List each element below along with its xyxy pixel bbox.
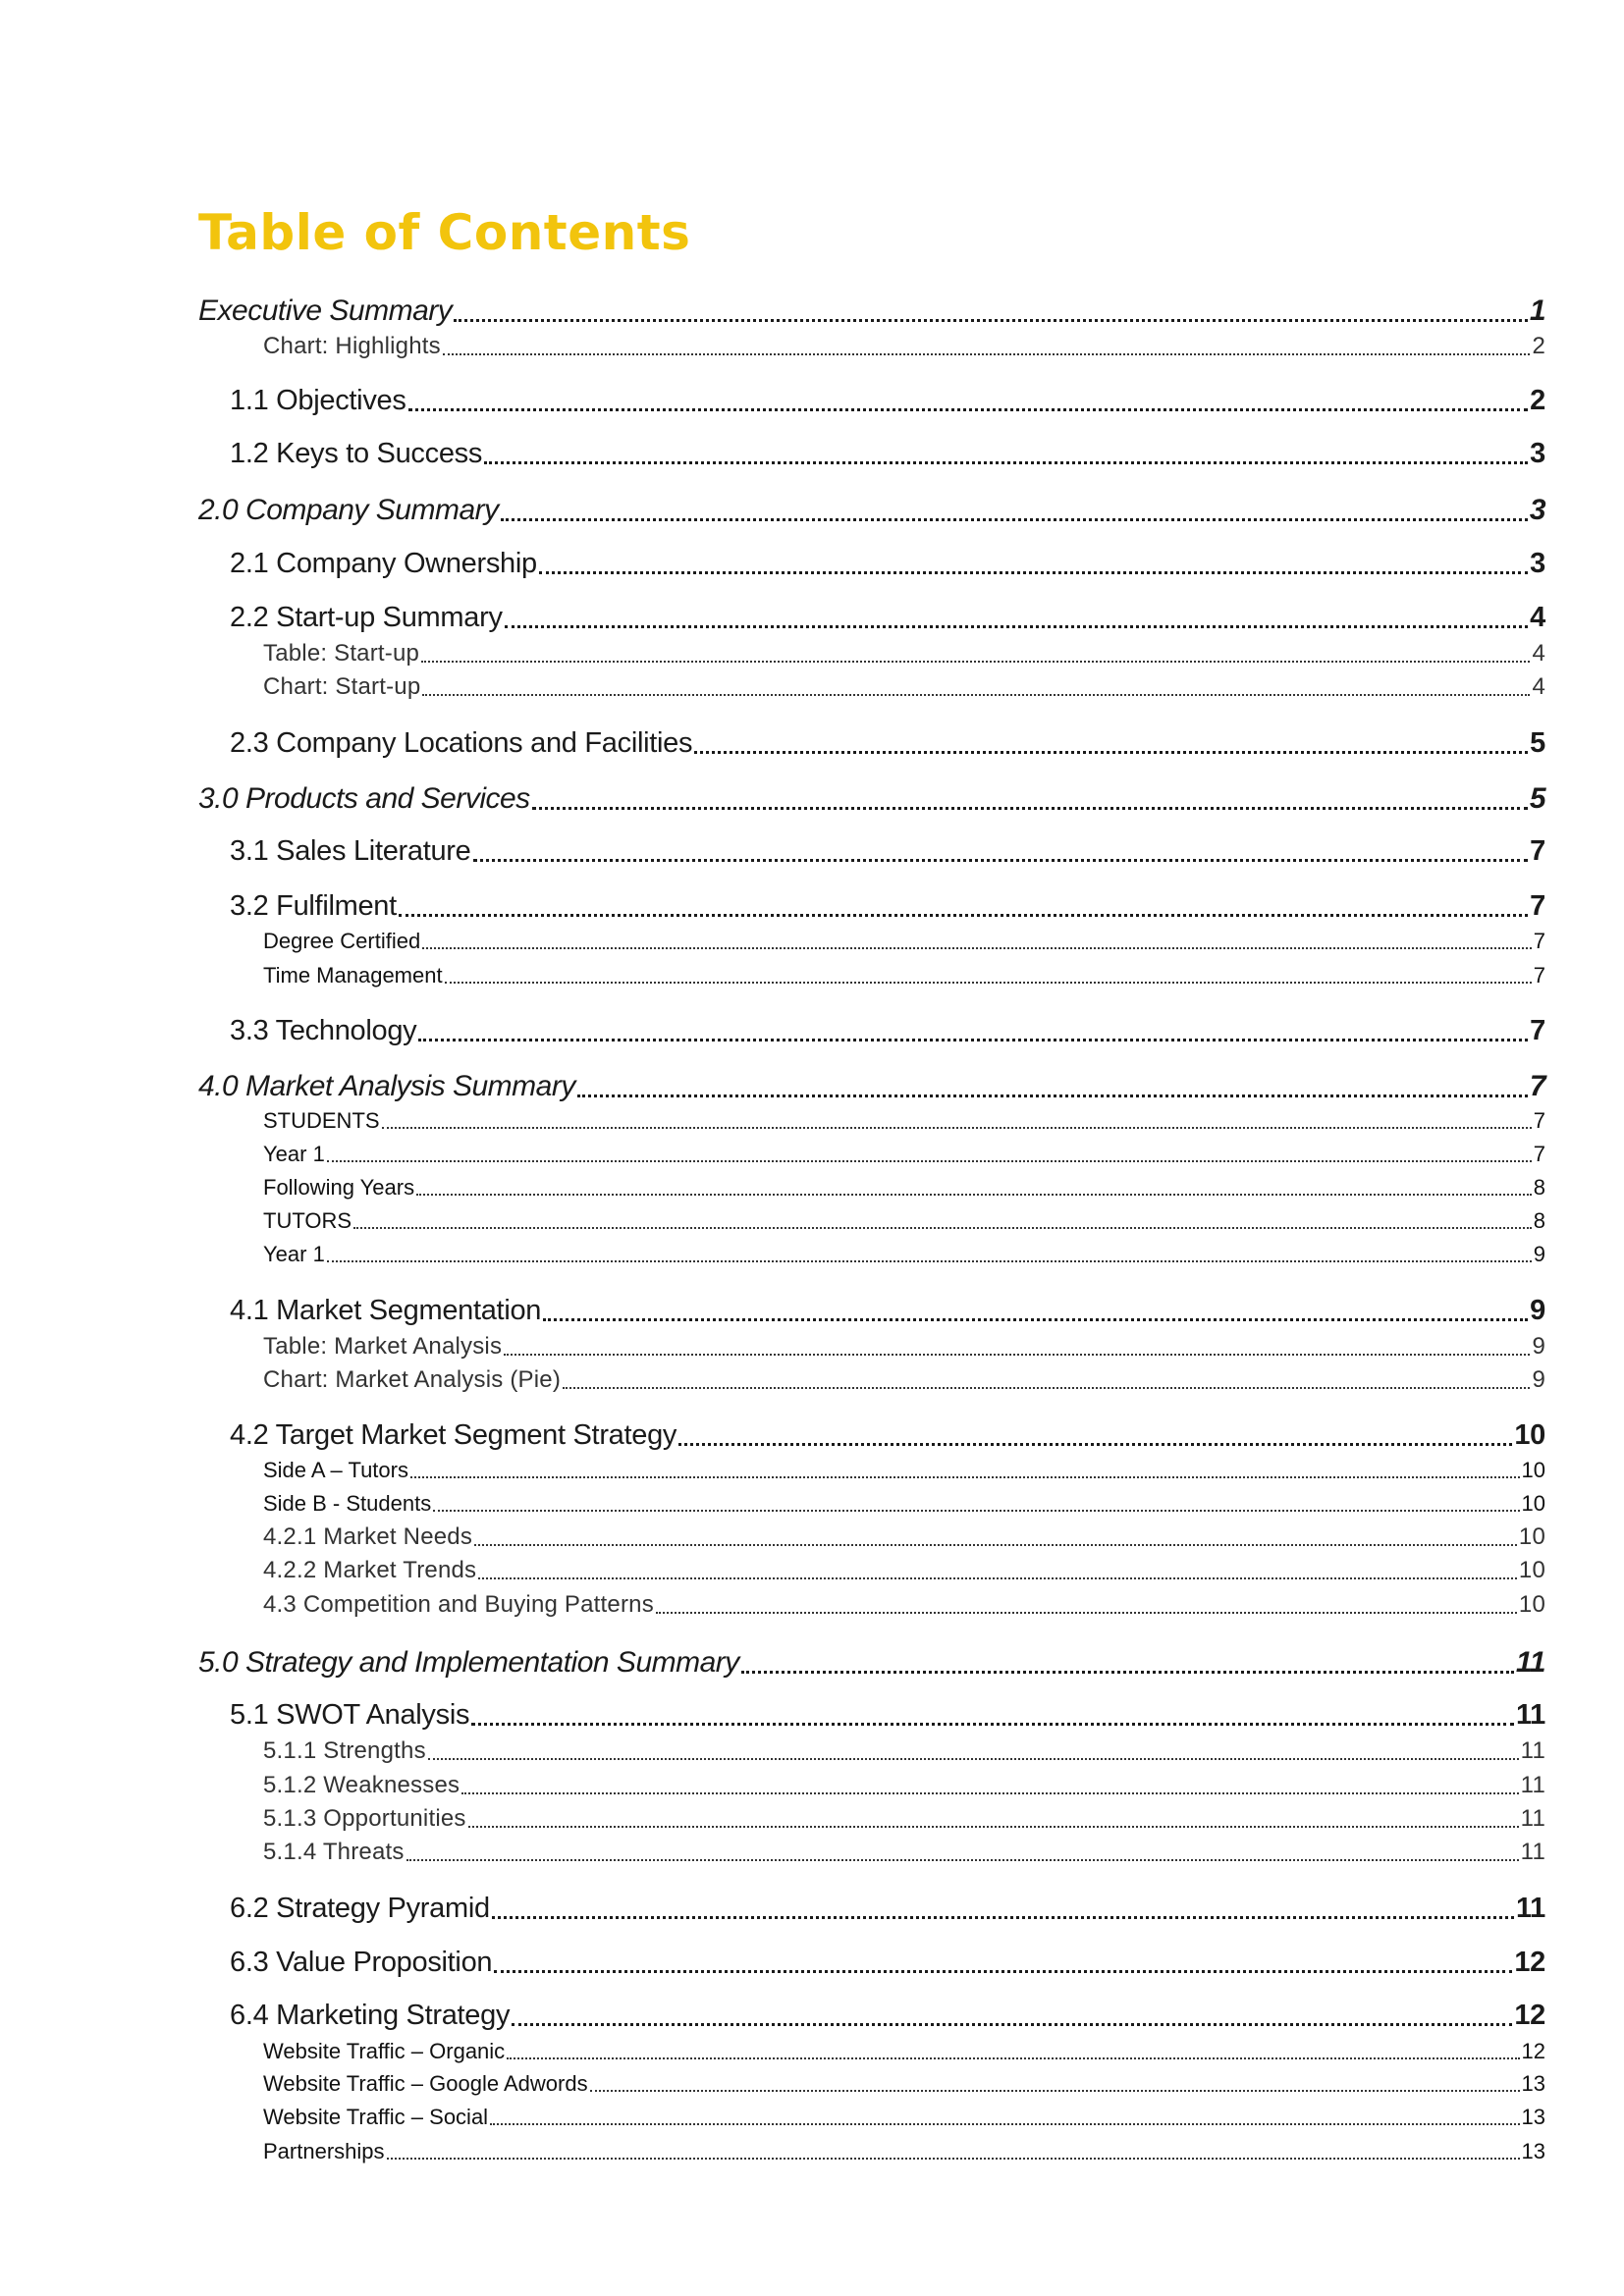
toc-entry[interactable] [263,2139,1545,2164]
toc-page-number: 13 [1521,2071,1545,2096]
toc-entry-label: Side B - Students [263,1491,432,1516]
toc-entry-label: 1.1 Objectives [230,385,406,416]
toc-entry-label: 5.1.3 Opportunities [263,1805,466,1832]
toc-dot-leader [410,1476,1520,1478]
toc-dot-leader [478,1577,1517,1579]
toc-entry-label: Table: Start-up [263,640,420,667]
toc-entry-label: Partnerships [263,2139,385,2163]
toc-entry-label: Website Traffic – Social [263,2105,489,2129]
toc-entry[interactable] [230,1699,1545,1732]
toc-dot-leader [505,625,1528,628]
toc-dot-leader [418,1039,1528,1041]
toc-entry[interactable] [263,1333,1545,1361]
toc-page-number: 11 [1515,1646,1545,1679]
toc-entry-label: 5.1 SWOT Analysis [230,1699,470,1731]
toc-entry-label: 1.2 Keys to Success [230,438,483,469]
toc-entry-label: Year 1 [263,1242,325,1266]
toc-dot-leader [408,408,1529,411]
toc-entry[interactable] [263,673,1545,701]
toc-entry-label: STUDENTS [263,1108,380,1133]
toc-dot-leader [492,1916,1514,1919]
toc-entry-label: Executive Summary [198,294,453,327]
toc-dot-leader [694,751,1528,754]
toc-dot-leader [468,1826,1519,1828]
toc-entry-label: Chart: Highlights [263,333,441,359]
toc-entry[interactable] [263,1557,1545,1584]
toc-entry[interactable] [230,2000,1545,2032]
toc-entry[interactable] [198,294,1545,328]
toc-entry-label: Time Management [263,963,443,988]
toc-entry-label: 6.3 Value Proposition [230,1947,493,1978]
toc-entry[interactable] [230,438,1545,470]
toc-page-number: 1 [1529,294,1545,327]
toc-dot-leader [382,1127,1532,1129]
toc-entry-label: Side A – Tutors [263,1458,408,1482]
toc-page-number: 11 [1520,1772,1545,1798]
toc-dot-leader [327,1160,1532,1162]
toc-page-number: 10 [1521,1491,1545,1516]
toc-dot-leader [539,571,1528,574]
toc-entry[interactable] [263,1805,1545,1833]
toc-entry-label: 6.4 Marketing Strategy [230,2000,511,2031]
toc-dot-leader [504,1354,1530,1356]
toc-page-number: 3 [1530,548,1545,579]
toc-dot-leader [577,1095,1528,1097]
toc-entry-label: 5.1.1 Strengths [263,1737,426,1764]
toc-entry-label: 6.2 Strategy Pyramid [230,1893,490,1924]
toc-page-number: 10 [1521,1458,1545,1482]
toc-page-number: 3 [1529,494,1545,526]
toc-entry[interactable] [263,1175,1545,1201]
toc-page-number: 2 [1532,333,1545,359]
toc-entry-label: Following Years [263,1175,415,1200]
toc-entry-label: 2.2 Start-up Summary [230,602,503,633]
toc-entry-label: Chart: Market Analysis (Pie) [263,1366,562,1393]
toc-entry[interactable] [263,1839,1545,1866]
toc-entry[interactable] [230,1893,1545,1925]
toc-entry[interactable] [263,1458,1545,1483]
toc-entry-label: 4.2.2 Market Trends [263,1557,477,1583]
toc-entry-label: Website Traffic – Google Adwords [263,2071,588,2096]
toc-entry[interactable] [263,1523,1545,1551]
toc-entry-label: 3.1 Sales Literature [230,835,471,867]
toc-entry[interactable] [198,1646,1545,1680]
toc-entry-label: TUTORS [263,1208,352,1233]
toc-page-number: 4 [1530,602,1545,633]
toc-entry[interactable] [263,333,1545,360]
toc-entry[interactable] [230,727,1545,760]
toc-dot-leader [563,1387,1530,1389]
toc-entry-label: 3.3 Technology [230,1015,417,1046]
toc-entry[interactable] [263,640,1545,667]
toc-entry[interactable] [263,1142,1545,1167]
toc-page-number: 9 [1532,1366,1545,1393]
toc-entry[interactable] [198,782,1545,816]
toc-entry[interactable] [263,1366,1545,1394]
toc-entry-label: 5.1.4 Threats [263,1839,405,1865]
toc-dot-leader [473,859,1529,862]
toc-entry[interactable] [263,929,1545,954]
toc-dot-leader [387,2158,1520,2160]
toc-page-number: 11 [1520,1737,1545,1764]
toc-page-number: 7 [1533,1142,1545,1166]
toc-entry-label: Year 1 [263,1142,325,1166]
toc-entry-label: 4.2.1 Market Needs [263,1523,473,1550]
toc-page-number: 4 [1532,673,1545,700]
toc-entry[interactable] [263,1737,1545,1765]
toc-page-number: 11 [1515,1699,1545,1731]
toc-dot-leader [501,518,1528,521]
toc-entry[interactable] [230,385,1545,417]
toc-page-number: 5 [1529,782,1545,815]
toc-entry-label: 5.0 Strategy and Implementation Summary [198,1646,739,1679]
toc-dot-leader [471,1723,1514,1726]
toc-page-number: 4 [1532,640,1545,667]
toc-entry[interactable] [230,1419,1545,1452]
toc-page-number: 3 [1530,438,1545,469]
toc-page-number: 13 [1521,2105,1545,2129]
toc-entry-label: Degree Certified [263,929,421,953]
toc-page-number: 7 [1533,929,1545,953]
toc-entry[interactable] [263,963,1545,988]
toc-entry[interactable] [198,494,1545,527]
toc-page-number: 7 [1533,1108,1545,1133]
toc-page-number: 11 [1520,1839,1545,1865]
toc-page-number: 8 [1533,1175,1545,1200]
toc-entry[interactable] [230,890,1545,923]
toc-page-number: 8 [1533,1208,1545,1233]
toc-page-number: 10 [1518,1523,1545,1550]
toc-entry[interactable] [230,1295,1545,1327]
toc-entry[interactable] [198,1070,1545,1103]
toc-entry[interactable] [230,1015,1545,1047]
toc-entry-label: 4.2 Target Market Segment Strategy [230,1419,677,1451]
toc-entry-label: 4.3 Competition and Buying Patterns [263,1591,654,1618]
toc-page-number: 7 [1529,1070,1545,1102]
toc-dot-leader [678,1443,1512,1446]
toc-dot-leader [461,1792,1518,1794]
toc-page-number: 7 [1530,835,1545,867]
toc-dot-leader [422,947,1532,949]
toc-page-number: 2 [1530,385,1545,416]
toc-dot-leader [741,1671,1514,1674]
toc-entry-label: 4.1 Market Segmentation [230,1295,542,1326]
toc-dot-leader [656,1612,1517,1614]
toc-entry-label: Chart: Start-up [263,673,421,700]
toc-entry[interactable] [263,2105,1545,2130]
toc-dot-leader [512,2023,1512,2026]
toc-dot-leader [406,1859,1519,1861]
toc-dot-leader [532,807,1528,810]
toc-dot-leader [543,1318,1528,1321]
toc-dot-leader [474,1544,1517,1546]
toc-page-number: 12 [1514,1947,1545,1978]
toc-page-number: 12 [1521,2039,1545,2063]
toc-entry[interactable] [263,1242,1545,1267]
toc-page-number: 9 [1530,1295,1545,1326]
toc-page-number: 9 [1533,1242,1545,1266]
toc-page-number: 12 [1514,2000,1545,2031]
toc-page-number: 11 [1520,1805,1545,1832]
toc-entry[interactable] [230,1947,1545,1979]
toc-dot-leader [416,1194,1532,1196]
toc-page-number: 10 [1514,1419,1545,1451]
page-title: Table of Contents [198,204,691,261]
toc-entry[interactable] [230,602,1545,634]
toc-dot-leader [433,1510,1519,1512]
toc-entry[interactable] [230,835,1545,868]
toc-dot-leader [484,461,1528,464]
toc-entry[interactable] [230,548,1545,580]
toc-dot-leader [454,319,1528,322]
toc-entry-label: 2.1 Company Ownership [230,548,537,579]
toc-dot-leader [399,914,1528,917]
toc-entry-label: 5.1.2 Weaknesses [263,1772,460,1798]
toc-page-number: 11 [1515,1893,1545,1924]
toc-dot-leader [421,661,1530,663]
toc-entry[interactable] [263,1208,1545,1234]
toc-page-number: 7 [1533,963,1545,988]
toc-dot-leader [490,2123,1519,2125]
toc-entry[interactable] [263,2039,1545,2064]
toc-dot-leader [507,2057,1519,2059]
toc-dot-leader [443,353,1531,355]
toc-page-number: 9 [1532,1333,1545,1360]
toc-page-number: 13 [1521,2139,1545,2163]
toc-entry-label: 3.0 Products and Services [198,782,530,815]
toc-dot-leader [590,2090,1520,2092]
toc-entry[interactable] [263,1772,1545,1799]
toc-entry-label: 4.0 Market Analysis Summary [198,1070,575,1102]
toc-page-number: 7 [1530,1015,1545,1046]
toc-dot-leader [494,1970,1512,1973]
toc-entry-label: 2.0 Company Summary [198,494,499,526]
toc-entry-label: Website Traffic – Organic [263,2039,506,2063]
toc-entry-label: 2.3 Company Locations and Facilities [230,727,693,759]
toc-entry-label: 3.2 Fulfilment [230,890,397,922]
toc-entry[interactable] [263,1591,1545,1619]
toc-entry[interactable] [263,1108,1545,1134]
toc-page-number: 7 [1530,890,1545,922]
toc-entry[interactable] [263,2071,1545,2097]
toc-entry[interactable] [263,1491,1545,1517]
toc-entry-label: Table: Market Analysis [263,1333,503,1360]
toc-dot-leader [353,1227,1532,1229]
toc-dot-leader [445,982,1532,984]
toc-page-number: 10 [1518,1557,1545,1583]
toc-page-number: 5 [1530,727,1545,759]
toc-dot-leader [428,1758,1519,1760]
toc-dot-leader [327,1260,1532,1262]
toc-page-number: 10 [1518,1591,1545,1618]
toc-dot-leader [422,694,1530,696]
